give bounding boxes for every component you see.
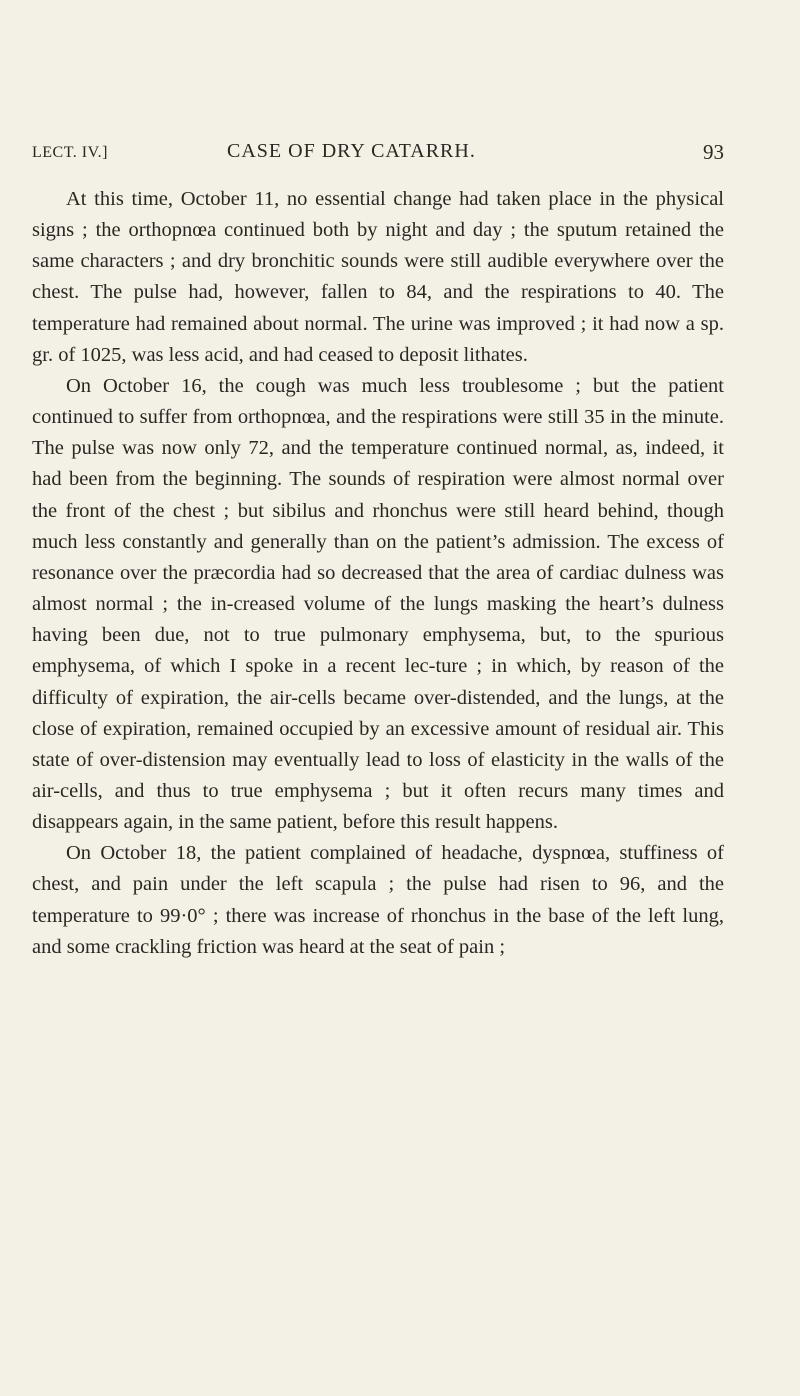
chapter-title: CASE OF DRY CATARRH. xyxy=(227,140,476,162)
page-number: 93 xyxy=(703,140,724,164)
running-head xyxy=(32,140,724,170)
lecture-number: LECT. IV.] xyxy=(32,144,108,161)
paragraph: At this time, October 11, no essential change had taken place in the physical signs ; the orthopnœa continued both by night and day ; the sputum retained the same characters ; and dry bronchitic sounds were still audible everywhere over the chest. The pulse had, however, fallen to 84, and the respirations to 40. The temperature had remained about normal. The urine was improved ; it had now a sp. gr. of 1025, was less acid, and had ceased to deposit lithates. xyxy=(32,188,724,366)
paragraph: On October 16, the cough was much less troublesome ; but the patient continued to suffer from orthopnœa, and the respirations were still 35 in the minute. The pulse was now only 72, and the temperature continued normal, as, indeed, it had been from the beginning. The sounds of respiration were almost normal over the front of the chest ; but sibilus and rhonchus were still heard behind, though much less constantly and generally than on the patient’s admission. The excess of resonance over the præcordia had so decreased that the area of cardiac dulness was almost normal ; the in-creased volume of the lungs masking the heart’s dulness having been due, not to true pulmonary emphysema, but, to the spurious emphysema, of which I spoke in a recent lec-ture ; in which, by reason of the difficulty of expiration, the air-cells became over-distended, and the lungs, at the close of expiration, remained occupied by an excessive amount of residual air. This state of over-distension may eventually lead to loss of elasticity in the walls of the air-cells, and thus to true emphysema ; but it often recurs many times and disappears again, in the same patient, before this result happens. xyxy=(32,374,724,834)
paragraph: On October 18, the patient complained of headache, dyspnœa, stuffiness of chest, and pain under the left scapula ; the pulse had risen to 96, and the temperature to 99·0° ; there was increase of rhonchus in the base of the left lung, and some crackling friction was heard at the seat of pain ; xyxy=(32,842,724,958)
body-text xyxy=(32,184,724,963)
